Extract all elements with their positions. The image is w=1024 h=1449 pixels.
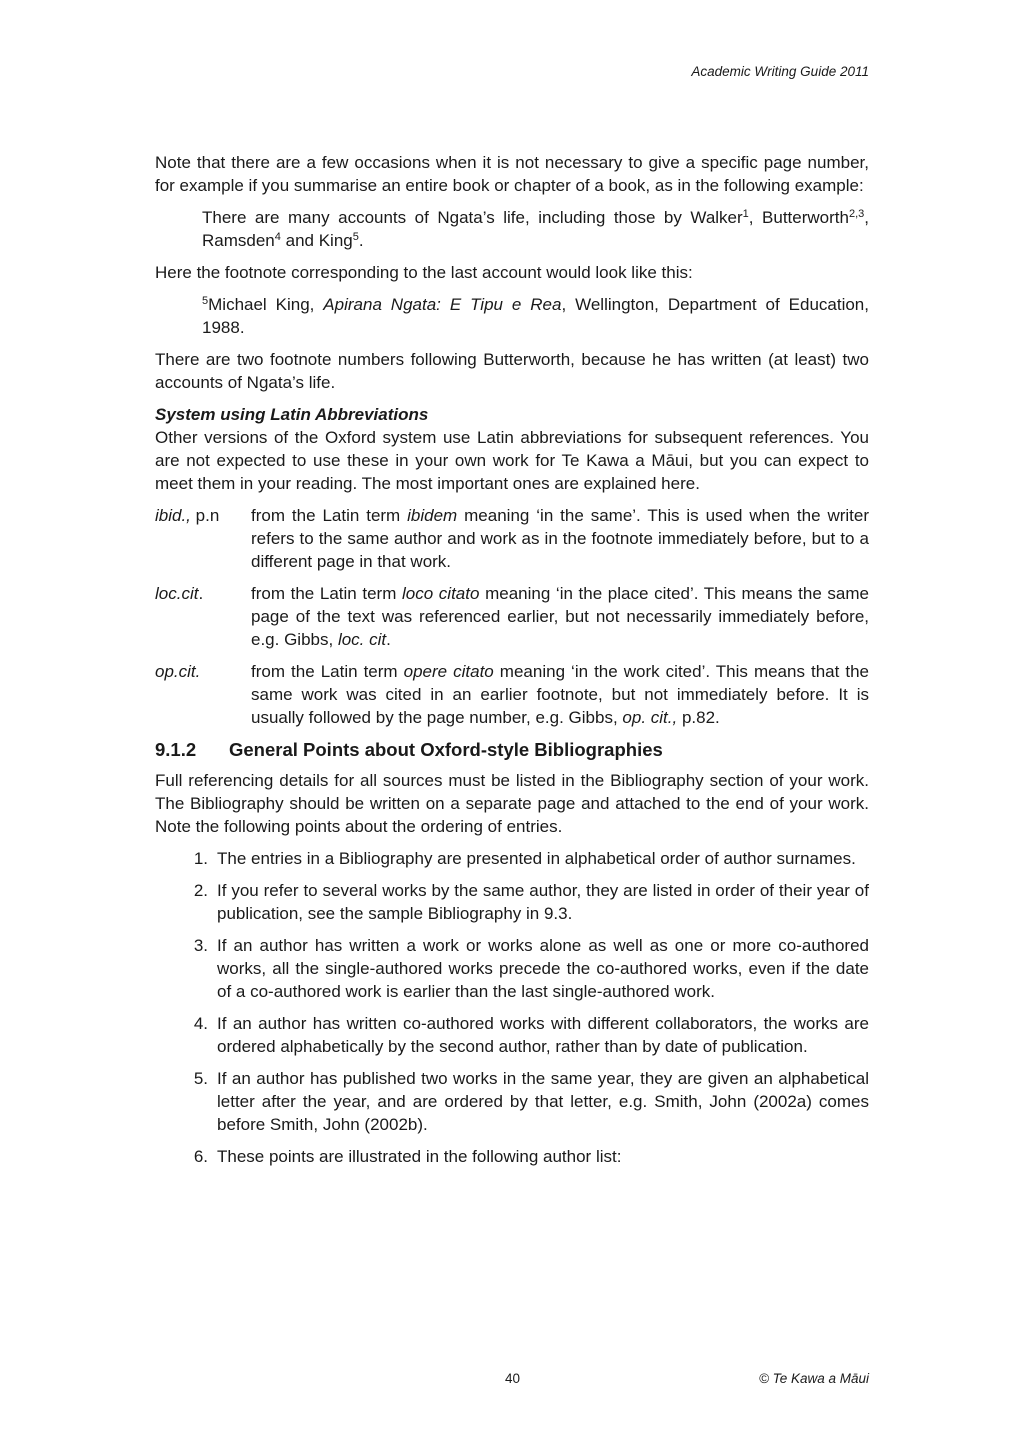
book-title: Apirana Ngata: E Tipu e Rea	[323, 295, 562, 314]
section-number: 9.1.2	[155, 739, 197, 760]
ordering-points-list	[155, 847, 869, 1168]
section-intro: Full referencing details for all sources must be listed in the Bibliography section of your work. The Bibliography should be written on a separate page and attached to the end of your work. Note the following points about the ordering of entries.	[155, 771, 869, 836]
abbr-ibid	[155, 504, 869, 573]
list-item: 6. These points are illustrated in the following author list:	[193, 1147, 622, 1166]
footnote-ref: 5	[352, 231, 359, 243]
copyright-notice: © Te Kawa a Māui	[758, 1371, 869, 1386]
abbr-loccit	[155, 582, 869, 651]
latin-intro: Other versions of the Oxford system use Latin abbreviations for subsequent references. You are not expected to use these in your own work for Te Kawa a Māui, but you can expect to meet them in your reading. The most important ones are explained here.	[155, 428, 869, 493]
footnote-ref: 4	[274, 231, 281, 243]
abbr-term: loc.cit.	[155, 584, 204, 603]
page-body	[155, 151, 869, 1177]
butterworth-note: There are two footnote numbers following Butterworth, because he has written (at least) two accounts of Ngata’s life.	[155, 350, 869, 392]
document-page	[155, 0, 869, 1449]
footnote-ref: 2,3	[848, 208, 865, 220]
list-item: 2. If you refer to several works by the same author, they are listed in order of their year of publication, see the sample Bibliography in 9.3.	[193, 881, 869, 923]
abbr-term: ibid., p.n	[155, 506, 220, 525]
footnote-ref: 1	[742, 208, 749, 220]
abbr-definition: from the Latin term loco citato meaning ‘in the place cited’. This means the same page of the text was referenced earlier, but not necessarily immediately before, e.g. Gibbs, loc. cit.	[251, 584, 870, 649]
list-item: 1. The entries in a Bibliography are presented in alphabetical order of author surnames.	[193, 849, 856, 868]
intro-paragraph: Note that there are a few occasions when it is not necessary to give a specific page number, for example if you summarise an entire book or chapter of a book, as in the following example:	[155, 153, 869, 195]
abbr-definition: from the Latin term ibidem meaning ‘in the same’. This is used when the writer refers to the same author and work as in the footnote immediately before, but to a different page in that work.	[251, 506, 870, 571]
footnote-intro: Here the footnote corresponding to the last account would look like this:	[155, 263, 693, 282]
footnote-number: 5	[202, 295, 209, 307]
list-item: 5. If an author has published two works in the same year, they are given an alphabetical letter after the year, and are ordered by that letter, e.g. Smith, John (2002a) comes before Smith, John (2002b).	[193, 1069, 869, 1134]
section-title: General Points about Oxford-style Bibliographies	[229, 739, 663, 760]
list-item: 3. If an author has written a work or works alone as well as one or more co-authored works, all the single-authored works precede the co-authored works, even if the date of a co-authored work is earlier than the last single-authored work.	[193, 936, 869, 1001]
running-header: Academic Writing Guide 2011	[691, 64, 869, 79]
list-item: 4. If an author has written co-authored works with different collaborators, the works are ordered alphabetically by the second author, rather than by date of publication.	[193, 1014, 869, 1056]
section-heading	[155, 738, 869, 761]
latin-heading: System using Latin Abbreviations	[155, 405, 429, 424]
footnote-example: $^5$Michael King, Apirana Ngata: E Tipu e Rea, Wellington, Department of Education, 1988.	[202, 295, 869, 337]
example-quote: There are many accounts of Ngata’s life, including those by Walker$^1$, Butterworth$^{2,3}$, Ramsden$^4$ and King$^5$.	[202, 208, 869, 250]
abbr-definition: from the Latin term opere citato meaning ‘in the work cited’. This means that the same work was cited in an earlier footnote, but not immediately before. It is usually followed by the page number, e.g. Gibbs, op. cit., p.82.	[251, 662, 870, 727]
abbr-opcit	[155, 660, 869, 729]
abbr-term: op.cit.	[155, 662, 201, 681]
page-number: 40	[505, 1371, 521, 1386]
